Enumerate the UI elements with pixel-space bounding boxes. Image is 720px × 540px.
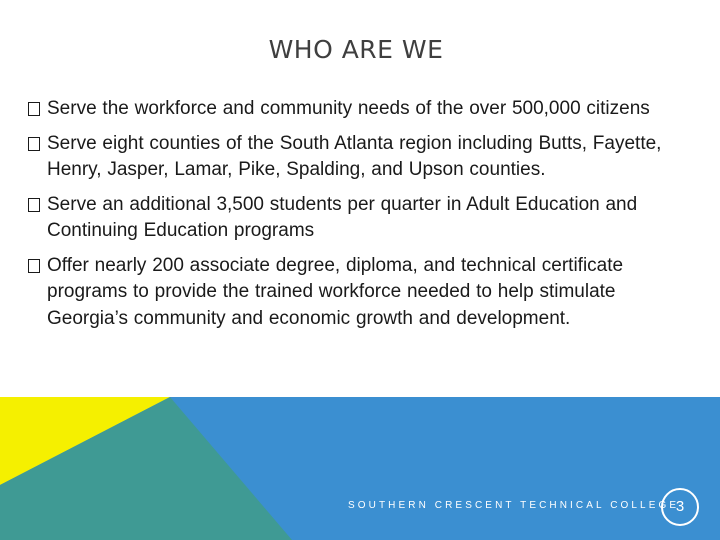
bullet-text: Serve eight counties of the South Atlanta region including Butts, Fayette, Henry, Jasper, Lamar, Pike, Spalding, and Upson counties. (47, 132, 662, 180)
bullet-text: Serve an additional 3,500 students per quarter in Adult Education and Continuing Education programs (47, 193, 638, 241)
bullet-item (28, 131, 698, 184)
footer-text: SOUTHERN CRESCENT TECHNICAL COLLEGE (348, 500, 680, 511)
bullet-box-icon (28, 198, 40, 212)
bullet-text: Serve the workforce and community needs of the over 500,000 citizens (47, 98, 650, 119)
bullet-box-icon (28, 259, 40, 273)
bullet-list (28, 96, 698, 340)
bullet-text: Offer nearly 200 associate degree, diploma, and technical certificate programs to provide the trained workforce needed to help stimulate Georgia’s community and economic growth and development. (47, 254, 624, 329)
page-number: 3 (661, 488, 699, 526)
bullet-item (28, 96, 698, 123)
bullet-item (28, 253, 698, 333)
background-decoration (0, 397, 720, 540)
bullet-box-icon (28, 137, 40, 151)
bullet-box-icon (28, 102, 40, 116)
slide-title: WHO ARE WE (268, 35, 444, 64)
bullet-item (28, 192, 698, 245)
